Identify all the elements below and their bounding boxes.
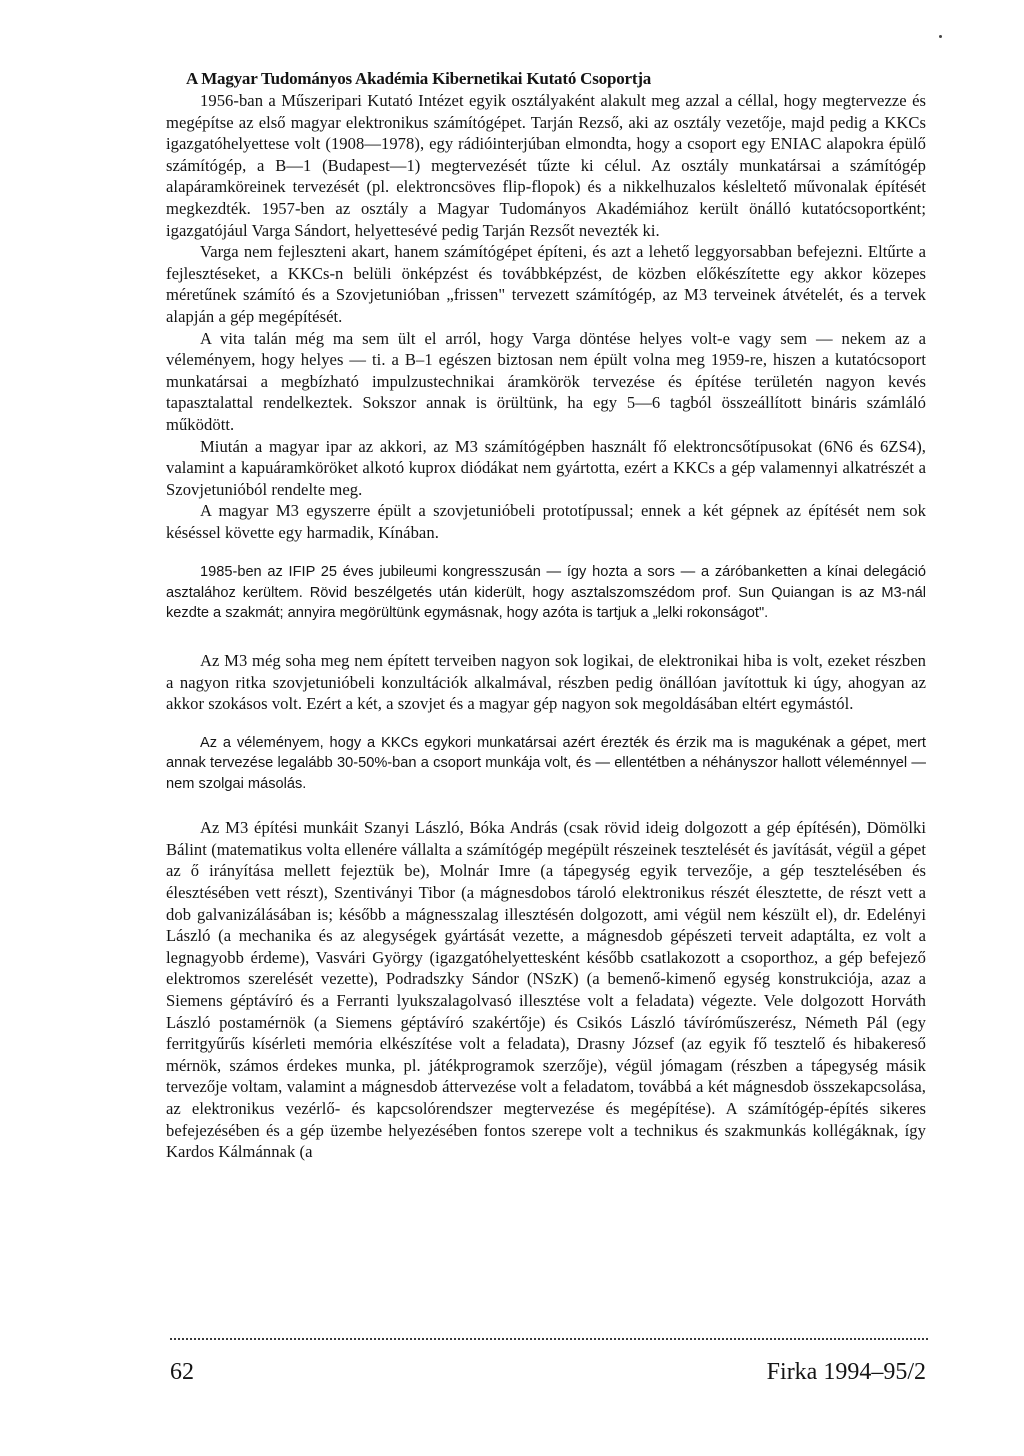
paragraph-5: A magyar M3 egyszerre épült a szovjetunióbeli prototípussal; ennek a két gépnek az építését nem sok késéssel követte egy harmadik, Kínában. <box>166 501 926 542</box>
speck-mark <box>939 35 942 38</box>
footer-rule <box>170 1338 928 1340</box>
page-number: 62 <box>170 1359 194 1385</box>
paragraph-1: 1956-ban a Műszeripari Kutató Intézet egyik osztályaként alakult meg azzal a céllal, hogy megtervezze és megépítse az első magyar elektronikus számítógépet. Tarján Rezső, aki az osztály vezetője, majd pedig a KKCs igazgatóhelyettese volt (1908—1978), egy rádióinterjúban elmondta, hogy a csoport egy ENIAC alapokra épülő számítógép, a B—1 (Budapest—1) megtervezését tűzte ki célul. Az osztály munkatársai a számítógép alapáramköreinek tervezését (pl. elektroncsöves flip-flopok) és a nikkelhuzalos késleltető művonalak építését megkezdték. 1957-ben az osztály a Magyar Tudományos Akadémiához került önálló kutatócsoportként; igazgatójául Varga Sándort, helyettesévé pedig Tarján Rezsőt nevezték ki. <box>166 91 926 240</box>
paragraph-7: Az M3 építési munkáit Szanyi László, Bóka András (csak rövid ideig dolgozott a gép építésén), Dömölki Bálint (matematikus volta ellenére vállalta a számítógép megépült részeinek tesztelését és javítását, végül a gépet az ő irányítása mellett fejeztük be), Molnár Imre (a tápegység egyik tervezője, a gép tesztelésében és élesztésében vett részt), Szentiványi Tibor (a mágnesdobos tároló elektronikus részét élesztette, de részt vett a dob galvanizálásában is; később a mágnesszalag illesztésén dolgozott, ami végül nem készült el), dr. Edelényi László (a mechanika és az alegységek gyártását vezette, a mágnesdob gépészeti terveit adaptálta, ez volt a legnagyobb érdeme), Vasvári György (igazgatóhelyettesként később csatlakozott a csoporthoz, a gép befejező elektromos szerelését vezette), Podradszky Sándor (NSzK) (a bemenő-kimenő egység konstrukciója, azaz a Siemens géptávíró és a Ferranti lyukszalagolvasó illesztése volt a feladata) végezte. Vele dolgozott Horváth László postamérnök (a Siemens géptávíró szakértője) és Csikós László távíróműszerész, Németh Pál (egy ferritgyűrűs kísérleti memória elkészítése volt a feladata), Drasny József (az egyik fő tesztelő és hibakereső mérnök, számos érdekes munka, pl. játékprogramok szerzője), végül jómagam (részben a tápegység másik tervezője voltam, valamint a mágnesdob áttervezése volt a feladatom, továbbá a két mágnesdob összekapcsolása, az elektronikus vezérlő- és kapcsolórendszer megtervezése és megépítése). A számítógép-építés sikeres befejezésében és a gép üzembe helyezésében fontos szerepe volt a technikus és szakmunkás kollégáknak, így Kardos Kálmánnak (a <box>166 818 926 1162</box>
paragraph-6: Az M3 még soha meg nem épített terveiben nagyon sok logikai, de elektronikai hiba is volt, ezeket részben a nagyon ritka szovjetunióbeli konzultációk alkalmával, részben pedig önállóan javítottuk ki úgy, ahogyan az akkor szokásos volt. Ezért a két, a szovjet és a magyar gép nagyon sok megoldásában eltért egymástól. <box>166 650 926 714</box>
article-title: A Magyar Tudományos Akadémia Kibernetikai Kutató Csoportja <box>186 69 652 88</box>
paragraph-2: Varga nem fejleszteni akart, hanem számítógépet építeni, és azt a lehető leggyorsabban befejezni. Eltűrte a fejlesztéseket, a KKCs-n belüli önképzést és továbbképzést, de közben előkészítette egy akkor közepes méretűnek számító és a Szovjetunióban „frissen" tervezett számítógép, az M3 terveinek átvételét, és a tervek alapján a gép megépítését. <box>166 242 926 326</box>
sidenote-1: 1985-ben az IFIP 25 éves jubileumi kongresszusán — így hozta a sors — a záróbanketten a kínai delegáció asztalához kerültem. Rövid beszélgetés után kiderült, hogy asztalszomszédom prof. Sun Quiangan is az M3-nál kezdte a szakmát; annyira megörültünk egymásnak, hogy azóta is tartjuk a „lelki rokonságot". <box>166 564 926 622</box>
paragraph-4: Miután a magyar ipar az akkori, az M3 számítógépben használt fő elektroncsőtípusokat (6N6 és 6ZS4), valamint a kapuáramköröket alkotó kuprox diódákat nem gyártotta, ezért a KKCs a gép valamennyi alkatrészét a Szovjetunióból rendelte meg. <box>166 436 926 499</box>
article-body <box>166 68 926 1163</box>
paragraph-3: A vita talán még ma sem ült el arról, hogy Varga döntése helyes volt-e vagy sem — nekem az a véleményem, hogy helyes — ti. a B–1 egészen biztosan nem épült volna meg 1959-re, hiszen a kutatócsoport munkatársai a megbízható impulzustechnikai áramkörök tervezése és építése területén nagyon kevés tapasztalattal rendelkeztek. Sokszor annak is örültünk, ha egy 5—6 tagból összeállított bináris számláló működött. <box>166 328 926 434</box>
journal-issue: Firka 1994–95/2 <box>766 1359 926 1385</box>
sidenote-2: Az a véleményem, hogy a KKCs egykori munkatársai azért érezték és érzik ma is magukénak a gépet, mert annak tervezése legalább 30-50%-ban a csoport munkája volt, és — ellentétben a néhányszor hallott véleménnyel — nem szolgai másolás. <box>166 734 926 792</box>
